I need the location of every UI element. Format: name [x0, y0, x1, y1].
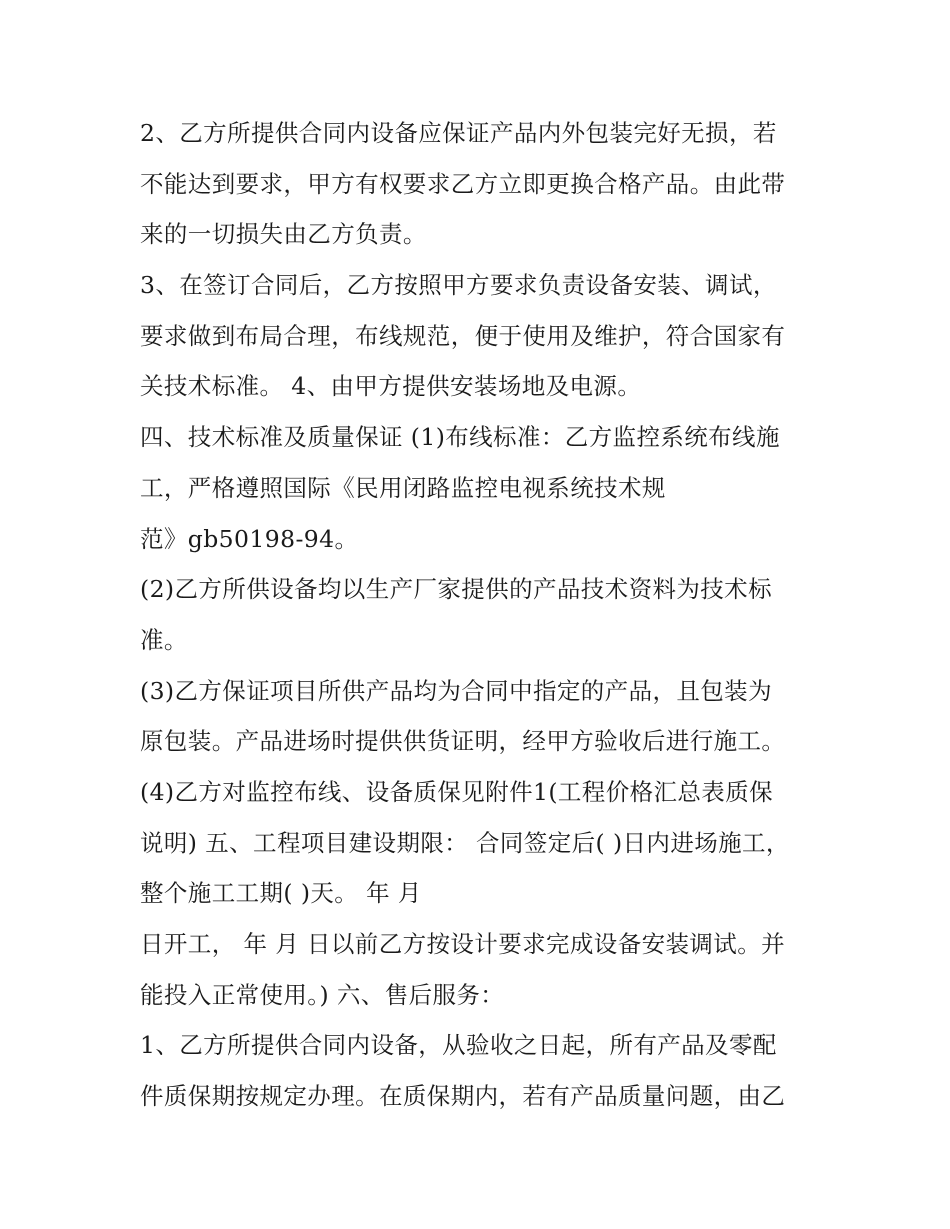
text-line: 原包装。产品进场时提供供货证明，经甲方验收后进行施工。 [140, 727, 786, 756]
text-line: 说明) 五、工程项目建设期限： 合同签定后( )日内进场施工， [140, 828, 790, 857]
text-line: 3、在签订合同后，乙方按照甲方要求负责设备安装、调试， [140, 271, 777, 300]
text-line: 准。 [140, 625, 188, 654]
text-line: 范》gb50198-94。 [140, 524, 359, 553]
text-line: 工，严格遵照国际《民用闭路监控电视系统技术规 [140, 473, 666, 502]
text-line: 1、乙方所提供合同内设备，从验收之日起，所有产品及零配 [140, 1031, 777, 1060]
text-line: 不能达到要求，甲方有权要求乙方立即更换合格产品。由此带 [140, 169, 786, 198]
text-line: 四、技术标准及质量保证 (1)布线标准：乙方监控系统布线施 [140, 423, 780, 452]
text-line: 2、乙方所提供合同内设备应保证产品内外包装完好无损，若 [140, 119, 777, 147]
text-line: 件质保期按规定办理。在质保期内，若有产品质量问题，由乙 [140, 1082, 786, 1111]
text-line: 关技术标准。 4、由甲方提供安装场地及电源。 [140, 372, 642, 401]
text-line: 能投入正常使用。) 六、售后服务： [140, 980, 505, 1009]
document-body [140, 108, 820, 1122]
text-line: 要求做到布局合理，布线规范，便于使用及维护，符合国家有 [140, 321, 786, 350]
text-line: 日开工， 年 月 日以前乙方按设计要求完成设备安装调试。并 [140, 930, 786, 958]
text-line: (4)乙方对监控布线、设备质保见附件1(工程价格汇总表质保 [140, 777, 774, 806]
text-line: 来的一切损失由乙方负责。 [140, 220, 427, 249]
text-line: (2)乙方所供设备均以生产厂家提供的产品技术资料为技术标 [140, 575, 772, 604]
text-line: 整个施工工期( )天。 年 月 [140, 879, 422, 908]
text-line: (3)乙方保证项目所供产品均为合同中指定的产品，且包装为 [140, 676, 772, 705]
